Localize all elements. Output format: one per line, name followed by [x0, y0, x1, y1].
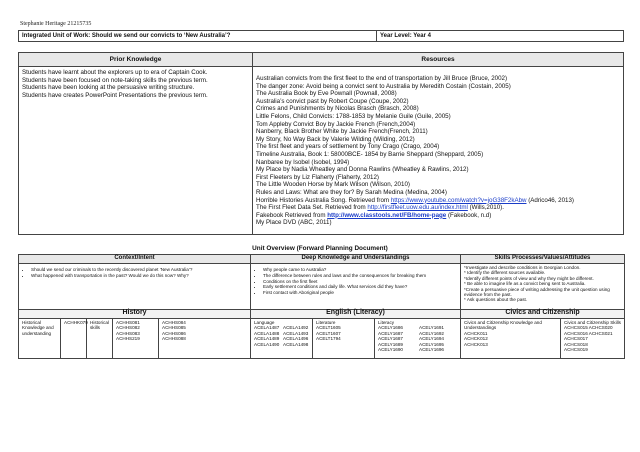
prior-knowledge-item: Students have been looking at the persuasive writing structure. [22, 84, 195, 92]
deep-knowledge-item: • Early settlement conditions and daily life. What services did they have? [263, 284, 457, 289]
youtube-link[interactable]: https://www.youtube.com/watch?v=joG38F2kAbw [390, 196, 527, 204]
code: ACELA1488 [254, 330, 280, 336]
language-label: Language [254, 320, 275, 325]
resources-heading: Resources [253, 53, 624, 67]
code: ACHHS082 [116, 325, 140, 331]
resource-item: Nanberry, Black Brother White by Jackie French(French, 2011) [256, 128, 428, 136]
resource-text: (Adrico46, 2013) [526, 196, 574, 204]
context-item: • What happened with transportation in the past? Would we do this now? Why? [31, 273, 247, 278]
prior-knowledge-cell [19, 67, 253, 235]
history-heading: History [19, 310, 251, 319]
historical-knowledge-code: ACHHK079 [61, 319, 87, 359]
resource-item: Crimes and Punishments by Nicolas Brasch (Brasch, 2008) [256, 105, 419, 113]
code: ACELY1696 [419, 347, 444, 353]
code: ACELA1490 [254, 341, 280, 347]
resource-text: Fakebook Retrieved from [256, 211, 328, 219]
code: ACHCS017 [564, 336, 588, 342]
prior-knowledge-heading: Prior Knowledge [19, 53, 253, 67]
code: ACELY1695 [419, 341, 444, 347]
code: ACHHS088 [162, 336, 186, 342]
code: ACHHS083 [116, 330, 140, 336]
english-heading: English (Literacy) [251, 310, 461, 319]
resource-item: Little Felons, Child Convicts: 1788-1853 by Melanie Guile (Guile, 2005) [256, 112, 451, 120]
literature-cell [313, 319, 375, 359]
prior-knowledge-resources-table [18, 52, 624, 235]
resource-item: The danger zone: Avoid being a convict sent to Australia by Meredith Costain (Costain, 2005) [256, 82, 511, 90]
deep-knowledge-item: • The difference between rules and laws and the consequences for breaking them [263, 273, 457, 278]
context-heading: Context/Intent [19, 255, 251, 264]
code: ACELT1607 [316, 330, 341, 336]
skills-heading: Skills Processes/Values/Attitudes [461, 255, 625, 264]
code: ACHCS018 [564, 341, 588, 347]
skills-item: * Be able to imagine life as a convict being sent to Australia. [464, 281, 586, 287]
code: ACHCS015 ACHCS020 [564, 325, 613, 331]
resource-item: Australia’s convict past by Robert Coupe (Coupe, 2002) [256, 97, 409, 105]
prior-knowledge-item: Students have been focused on note-taking skills the previous term. [22, 76, 208, 84]
civics-heading: Civics and Citizenship [461, 310, 625, 319]
context-item: • Should we send our criminals to the recently discovered planet ‘New Australia’? [31, 267, 247, 272]
resource-text: The First Fleet Data Set. Retrieved from [256, 204, 368, 212]
resource-item: First Fleeters by Liz Flaherty (Flaherty, 2012) [256, 173, 379, 181]
code: ACELA1489 [254, 336, 280, 342]
code: ACHHS084 [162, 320, 186, 325]
code: ACHHS086 [162, 330, 186, 336]
code: ACHCK011 [464, 330, 488, 336]
resource-item: Rules and Laws: What are they for? By Sarah Medina (Medina, 2004) [256, 188, 447, 196]
year-level: Year Level: Year 4 [377, 31, 624, 42]
unit-title-table [18, 30, 624, 42]
code: ACELT1605 [316, 325, 341, 331]
resource-text: (Fakebook, n.d) [446, 211, 492, 219]
code: ACHCS016 ACHCS021 [564, 330, 613, 336]
literacy-cell [375, 319, 461, 359]
skills-item: * Ask questions about the past. [464, 297, 528, 303]
historical-knowledge-label: Historical Knowledge and understanding [19, 319, 61, 359]
language-cell [251, 319, 313, 359]
code: ACELT1794 [316, 336, 341, 342]
deep-knowledge-item: • Conditions on the first fleet [263, 279, 457, 284]
prior-knowledge-item: Students have learnt about the explorers up to era of Captain Cook. [22, 69, 208, 76]
code: ACELA1487 [254, 325, 280, 331]
overview-title: Unit Overview (Forward Planning Document) [252, 245, 388, 252]
resource-item: My Place DVD (ABC, 2011) [256, 219, 332, 227]
resource-item: Timeline Australia, Book 1: 58000BCE- 1854 by Barrie Sheppard (Sheppard, 2005) [256, 150, 484, 158]
code: ACHHS085 [162, 325, 186, 331]
author-name: Stephanie Heritage 21215735 [20, 21, 92, 27]
code: ACELY1692 [419, 330, 444, 336]
deep-knowledge-item: • Why people came to Australia? [263, 267, 457, 272]
resource-item: Tom Appleby Convict Boy by Jackie French (French,2004) [256, 120, 416, 128]
skills-item: *Investigate and describe conditions in Georgian London. [464, 265, 581, 270]
resources-cell [253, 67, 624, 235]
resource-item-first-fleet [256, 204, 620, 212]
resource-item-youtube [256, 197, 620, 205]
resource-text: (Wills,2010). [467, 204, 504, 212]
historical-skills-codes-1 [113, 319, 159, 359]
resource-item: My Story, No Way Back by Valerie Wilding (Wilding, 2012) [256, 135, 415, 143]
resource-item: Nanbaree by Isobel (Isobel, 1994) [256, 158, 350, 166]
code: ACHCK013 [464, 341, 488, 347]
resources-list [256, 69, 620, 227]
resource-item: The first fleet and years of settlement by Tony Crago (Crago, 2004) [256, 143, 440, 151]
skills-item: *Identify different points of view and why they might be different. [464, 275, 594, 281]
first-fleet-link[interactable]: http://firstfleet.uow.edu.au/index.html [367, 204, 468, 212]
code: ACHHS081 [116, 320, 140, 325]
skills-item: *Create a persuasive piece of writing addressing the unit question using evidence from the past. [464, 286, 610, 298]
code: ACELA1493 [283, 330, 309, 336]
prior-knowledge-item: Students have creates PowerPoint Presentations the previous term. [22, 91, 208, 99]
fakebook-link[interactable]: http://www.classtools.net/FB/home-page [327, 211, 447, 219]
civics-skills-label: Civics and Citizenship Skills [564, 320, 621, 325]
code: ACHHS219 [116, 336, 140, 342]
code: ACELY1687 [378, 336, 403, 342]
resource-item: My Place by Nadia Wheatley and Donna Rawlins (Wheatley & Rawlins, 2012) [256, 166, 469, 174]
code: ACELA1492 [283, 325, 309, 331]
literacy-label: Literacy [378, 320, 395, 325]
historical-skills-label: Historical skills [87, 319, 113, 359]
deep-knowledge-item: • First contact with Aboriginal people [263, 290, 457, 295]
resource-item: The Little Wooden Horse by Mark Wilson (Wilson, 2010) [256, 181, 410, 189]
deep-knowledge-heading: Deep Knowledge and Understandings [251, 255, 461, 264]
literature-label: Literature [316, 320, 336, 325]
code: ACHCK012 [464, 336, 488, 342]
unit-overview-table [18, 254, 625, 359]
code: ACHCS019 [564, 347, 588, 353]
civics-knowledge-label: Civics and Citizenship Knowledge and Understandings [464, 320, 542, 331]
unit-title: Integrated Unit of Work: Should we send our convicts to ‘New Australia’? [19, 31, 377, 42]
code: ACELY1689 [378, 341, 403, 347]
resource-item-fakebook [256, 212, 620, 220]
skills-cell [461, 264, 625, 310]
code: ACELY1691 [419, 325, 444, 331]
code: ACELA1496 [283, 336, 309, 342]
code: ACELY1690 [378, 347, 403, 353]
code: ACELY1687 [378, 330, 403, 336]
resource-item: Australian convicts from the first fleet to the end of transportation by Jill Bruce (Bruce, 2002) [256, 75, 508, 82]
code: ACELY1694 [419, 336, 444, 342]
code: ACELA1498 [283, 341, 309, 347]
resource-text: Horrible Histories Australia Song. Retrieved from [256, 196, 391, 204]
historical-skills-codes-2 [159, 319, 251, 359]
skills-item: * Identify the different sources available. [464, 270, 546, 276]
deep-knowledge-cell [251, 264, 461, 310]
code: ACELY1686 [378, 325, 403, 331]
civics-skills-cell [561, 319, 625, 359]
resource-item: The Australia Book by Eve Pownall (Pownall, 2008) [256, 90, 397, 98]
context-cell [19, 264, 251, 310]
civics-knowledge-cell [461, 319, 561, 359]
